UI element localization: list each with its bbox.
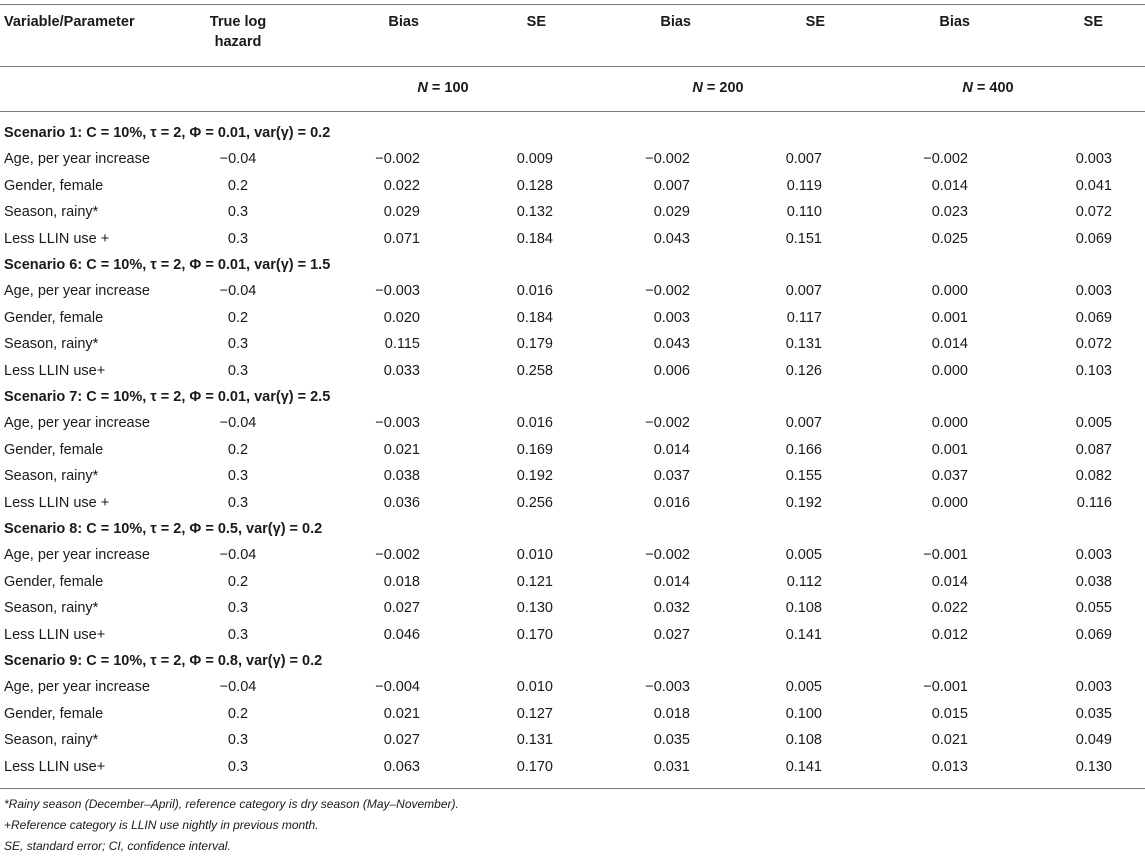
cell-se-n200: 0.117 (786, 310, 822, 326)
header-se-2: SE (805, 14, 825, 30)
cell-variable: Age, per year increase (4, 679, 150, 695)
cell-bias-n100: −0.004 (375, 679, 420, 695)
cell-se-n400: 0.082 (1075, 468, 1112, 484)
cell-se-n200: 0.007 (785, 283, 822, 299)
cell-se-n200: 0.100 (785, 706, 822, 722)
scenario-title: Scenario 7: C = 10%, τ = 2, Φ = 0.01, var(γ) = 2.5 (4, 389, 331, 405)
cell-bias-n100: 0.027 (383, 732, 420, 748)
scenario-title: Scenario 8: C = 10%, τ = 2, Φ = 0.5, var(γ) = 0.2 (4, 521, 323, 537)
cell-true-log-hazard: 0.3 (227, 204, 249, 220)
cell-true-log-hazard: 0.2 (227, 706, 249, 722)
cell-se-n100: 0.128 (516, 178, 553, 194)
cell-se-n100: 0.192 (516, 468, 553, 484)
cell-variable: Age, per year increase (4, 415, 150, 431)
cell-se-n400: 0.005 (1075, 415, 1112, 431)
cell-se-n400: 0.038 (1075, 574, 1112, 590)
cell-bias-n200: 0.018 (653, 706, 690, 722)
cell-se-n200: 0.166 (785, 442, 822, 458)
cell-se-n100: 0.010 (516, 679, 553, 695)
cell-se-n200: 0.141 (785, 759, 822, 775)
cell-bias-n400: −0.002 (923, 151, 968, 167)
cell-se-n100: 0.169 (516, 442, 553, 458)
footnote-rainy-season: *Rainy season (December–April), reference category is dry season (May–November). (4, 797, 459, 811)
cell-bias-n100: 0.021 (383, 706, 420, 722)
cell-bias-n200: −0.003 (645, 679, 690, 695)
cell-bias-n100: 0.018 (383, 574, 420, 590)
cell-bias-n400: −0.001 (923, 679, 968, 695)
header-true-log-hazard-line2: hazard (214, 34, 262, 50)
cell-bias-n200: −0.002 (645, 283, 690, 299)
cell-se-n100: 0.010 (516, 547, 553, 563)
cell-bias-n100: 0.027 (383, 600, 420, 616)
n-symbol: N (417, 80, 428, 96)
cell-variable: Gender, female (4, 178, 104, 194)
cell-variable: Age, per year increase (4, 151, 150, 167)
header-bias-2: Bias (660, 14, 691, 30)
cell-se-n100: 0.256 (516, 495, 553, 511)
cell-bias-n400: 0.015 (931, 706, 968, 722)
cell-true-log-hazard: 0.2 (227, 178, 249, 194)
header-se-1: SE (526, 14, 546, 30)
cell-bias-n200: −0.002 (645, 151, 690, 167)
cell-se-n400: 0.055 (1075, 600, 1112, 616)
n-value: = 100 (431, 80, 469, 96)
footnote-llin-reference: +Reference category is LLIN use nightly in previous month. (4, 818, 319, 832)
cell-se-n200: 0.005 (785, 679, 822, 695)
cell-bias-n200: 0.027 (653, 627, 690, 643)
cell-bias-n200: 0.007 (653, 178, 690, 194)
cell-bias-n400: 0.014 (931, 574, 968, 590)
cell-true-log-hazard: 0.3 (227, 231, 249, 247)
cell-bias-n200: 0.043 (653, 336, 690, 352)
header-bias-1: Bias (388, 14, 419, 30)
cell-variable: Less LLIN use + (4, 231, 110, 247)
cell-variable: Gender, female (4, 310, 104, 326)
cell-true-log-hazard: 0.3 (227, 495, 249, 511)
cell-true-log-hazard: 0.2 (227, 310, 249, 326)
cell-se-n400: 0.116 (1076, 495, 1112, 511)
cell-true-log-hazard: −0.04 (219, 415, 257, 431)
sample-size-100 (388, 79, 498, 97)
table-top-rule (0, 4, 1145, 5)
cell-true-log-hazard: 0.3 (227, 759, 249, 775)
cell-se-n200: 0.005 (785, 547, 822, 563)
cell-se-n200: 0.112 (786, 574, 822, 590)
cell-bias-n200: 0.032 (653, 600, 690, 616)
cell-bias-n400: 0.023 (931, 204, 968, 220)
cell-se-n400: 0.072 (1075, 336, 1112, 352)
scenario-title: Scenario 1: C = 10%, τ = 2, Φ = 0.01, var(γ) = 0.2 (4, 125, 331, 141)
cell-bias-n100: 0.020 (383, 310, 420, 326)
cell-variable: Season, rainy* (4, 468, 99, 484)
cell-variable: Less LLIN use+ (4, 363, 106, 379)
cell-bias-n400: −0.001 (923, 547, 968, 563)
cell-se-n100: 0.131 (516, 732, 553, 748)
cell-se-n100: 0.016 (516, 283, 553, 299)
cell-se-n400: 0.069 (1075, 627, 1112, 643)
scenario-title: Scenario 6: C = 10%, τ = 2, Φ = 0.01, var(γ) = 1.5 (4, 257, 331, 273)
cell-bias-n200: −0.002 (645, 547, 690, 563)
cell-se-n100: 0.258 (516, 363, 553, 379)
cell-se-n400: 0.087 (1075, 442, 1112, 458)
cell-bias-n100: 0.046 (383, 627, 420, 643)
cell-se-n400: 0.049 (1075, 732, 1112, 748)
cell-bias-n200: 0.037 (653, 468, 690, 484)
cell-bias-n400: 0.014 (931, 336, 968, 352)
header-bias-3: Bias (939, 14, 970, 30)
cell-se-n100: 0.179 (516, 336, 553, 352)
cell-se-n400: 0.003 (1075, 679, 1112, 695)
cell-bias-n200: 0.029 (653, 204, 690, 220)
cell-bias-n100: −0.003 (375, 415, 420, 431)
cell-se-n200: 0.007 (785, 415, 822, 431)
cell-bias-n400: 0.021 (931, 732, 968, 748)
cell-se-n200: 0.110 (786, 204, 822, 220)
cell-true-log-hazard: 0.3 (227, 363, 249, 379)
cell-bias-n400: 0.014 (931, 178, 968, 194)
cell-bias-n100: −0.002 (375, 151, 420, 167)
cell-bias-n100: 0.115 (384, 336, 420, 352)
cell-bias-n100: 0.038 (383, 468, 420, 484)
cell-se-n100: 0.016 (516, 415, 553, 431)
cell-se-n400: 0.003 (1075, 151, 1112, 167)
header-variable: Variable/Parameter (4, 14, 135, 30)
cell-bias-n400: 0.001 (931, 310, 968, 326)
header-rule (0, 66, 1145, 67)
cell-se-n100: 0.184 (516, 231, 553, 247)
cell-se-n400: 0.103 (1075, 363, 1112, 379)
cell-bias-n400: 0.001 (931, 442, 968, 458)
cell-bias-n400: 0.012 (931, 627, 968, 643)
cell-bias-n100: 0.063 (383, 759, 420, 775)
cell-bias-n100: 0.021 (383, 442, 420, 458)
cell-bias-n400: 0.000 (931, 415, 968, 431)
header-true-log-hazard-line1: True log (209, 14, 267, 30)
cell-se-n200: 0.151 (785, 231, 822, 247)
cell-se-n400: 0.003 (1075, 547, 1112, 563)
cell-bias-n200: 0.006 (653, 363, 690, 379)
cell-se-n400: 0.069 (1075, 310, 1112, 326)
cell-bias-n400: 0.013 (931, 759, 968, 775)
cell-true-log-hazard: −0.04 (219, 679, 257, 695)
cell-true-log-hazard: 0.3 (227, 732, 249, 748)
cell-se-n200: 0.108 (785, 600, 822, 616)
cell-se-n200: 0.141 (785, 627, 822, 643)
header-se-3: SE (1083, 14, 1103, 30)
cell-bias-n100: 0.033 (383, 363, 420, 379)
cell-true-log-hazard: −0.04 (219, 547, 257, 563)
cell-se-n200: 0.155 (785, 468, 822, 484)
cell-variable: Gender, female (4, 574, 104, 590)
cell-variable: Age, per year increase (4, 547, 150, 563)
cell-true-log-hazard: 0.3 (227, 627, 249, 643)
cell-bias-n200: 0.016 (653, 495, 690, 511)
n-symbol: N (692, 80, 703, 96)
cell-true-log-hazard: −0.04 (219, 151, 257, 167)
cell-true-log-hazard: −0.04 (219, 283, 257, 299)
cell-true-log-hazard: 0.2 (227, 574, 249, 590)
cell-se-n100: 0.170 (516, 627, 553, 643)
table-bottom-rule (0, 788, 1145, 789)
cell-se-n100: 0.170 (516, 759, 553, 775)
cell-bias-n200: 0.031 (653, 759, 690, 775)
cell-se-n200: 0.119 (786, 178, 822, 194)
cell-bias-n200: 0.003 (653, 310, 690, 326)
cell-bias-n100: 0.071 (383, 231, 420, 247)
cell-se-n100: 0.184 (516, 310, 553, 326)
cell-se-n100: 0.121 (516, 574, 553, 590)
cell-bias-n100: −0.003 (375, 283, 420, 299)
cell-true-log-hazard: 0.2 (227, 442, 249, 458)
cell-bias-n200: −0.002 (645, 415, 690, 431)
cell-se-n400: 0.003 (1075, 283, 1112, 299)
cell-bias-n200: 0.035 (653, 732, 690, 748)
cell-bias-n100: 0.022 (383, 178, 420, 194)
sample-size-400 (933, 79, 1043, 97)
cell-variable: Less LLIN use + (4, 495, 110, 511)
cell-bias-n400: 0.022 (931, 600, 968, 616)
n-value: = 400 (976, 80, 1014, 96)
cell-bias-n200: 0.014 (653, 574, 690, 590)
cell-bias-n400: 0.000 (931, 495, 968, 511)
scenario-title: Scenario 9: C = 10%, τ = 2, Φ = 0.8, var(γ) = 0.2 (4, 653, 323, 669)
cell-bias-n100: 0.036 (383, 495, 420, 511)
footnote-abbreviations: SE, standard error; CI, confidence interval. (4, 839, 231, 853)
cell-se-n200: 0.126 (785, 363, 822, 379)
cell-variable: Season, rainy* (4, 204, 99, 220)
cell-true-log-hazard: 0.3 (227, 600, 249, 616)
cell-bias-n400: 0.000 (931, 363, 968, 379)
cell-se-n400: 0.069 (1075, 231, 1112, 247)
cell-bias-n400: 0.000 (931, 283, 968, 299)
sample-size-200 (663, 79, 773, 97)
cell-bias-n200: 0.043 (653, 231, 690, 247)
cell-se-n200: 0.192 (785, 495, 822, 511)
cell-bias-n200: 0.014 (653, 442, 690, 458)
cell-se-n200: 0.007 (785, 151, 822, 167)
cell-true-log-hazard: 0.3 (227, 468, 249, 484)
n-symbol: N (962, 80, 973, 96)
cell-variable: Less LLIN use+ (4, 627, 106, 643)
n-value: = 200 (706, 80, 744, 96)
cell-se-n400: 0.130 (1075, 759, 1112, 775)
cell-se-n100: 0.130 (516, 600, 553, 616)
cell-variable: Gender, female (4, 706, 104, 722)
cell-se-n400: 0.072 (1075, 204, 1112, 220)
cell-se-n100: 0.132 (516, 204, 553, 220)
cell-se-n200: 0.131 (785, 336, 822, 352)
cell-variable: Less LLIN use+ (4, 759, 106, 775)
subheader-rule (0, 111, 1145, 112)
cell-bias-n100: 0.029 (383, 204, 420, 220)
cell-bias-n400: 0.037 (931, 468, 968, 484)
cell-se-n100: 0.127 (516, 706, 553, 722)
cell-se-n200: 0.108 (785, 732, 822, 748)
cell-bias-n100: −0.002 (375, 547, 420, 563)
cell-variable: Age, per year increase (4, 283, 150, 299)
cell-true-log-hazard: 0.3 (227, 336, 249, 352)
cell-se-n400: 0.035 (1075, 706, 1112, 722)
cell-variable: Season, rainy* (4, 600, 99, 616)
cell-bias-n400: 0.025 (931, 231, 968, 247)
cell-variable: Season, rainy* (4, 336, 99, 352)
cell-variable: Gender, female (4, 442, 104, 458)
cell-se-n100: 0.009 (516, 151, 553, 167)
cell-se-n400: 0.041 (1075, 178, 1112, 194)
cell-variable: Season, rainy* (4, 732, 99, 748)
